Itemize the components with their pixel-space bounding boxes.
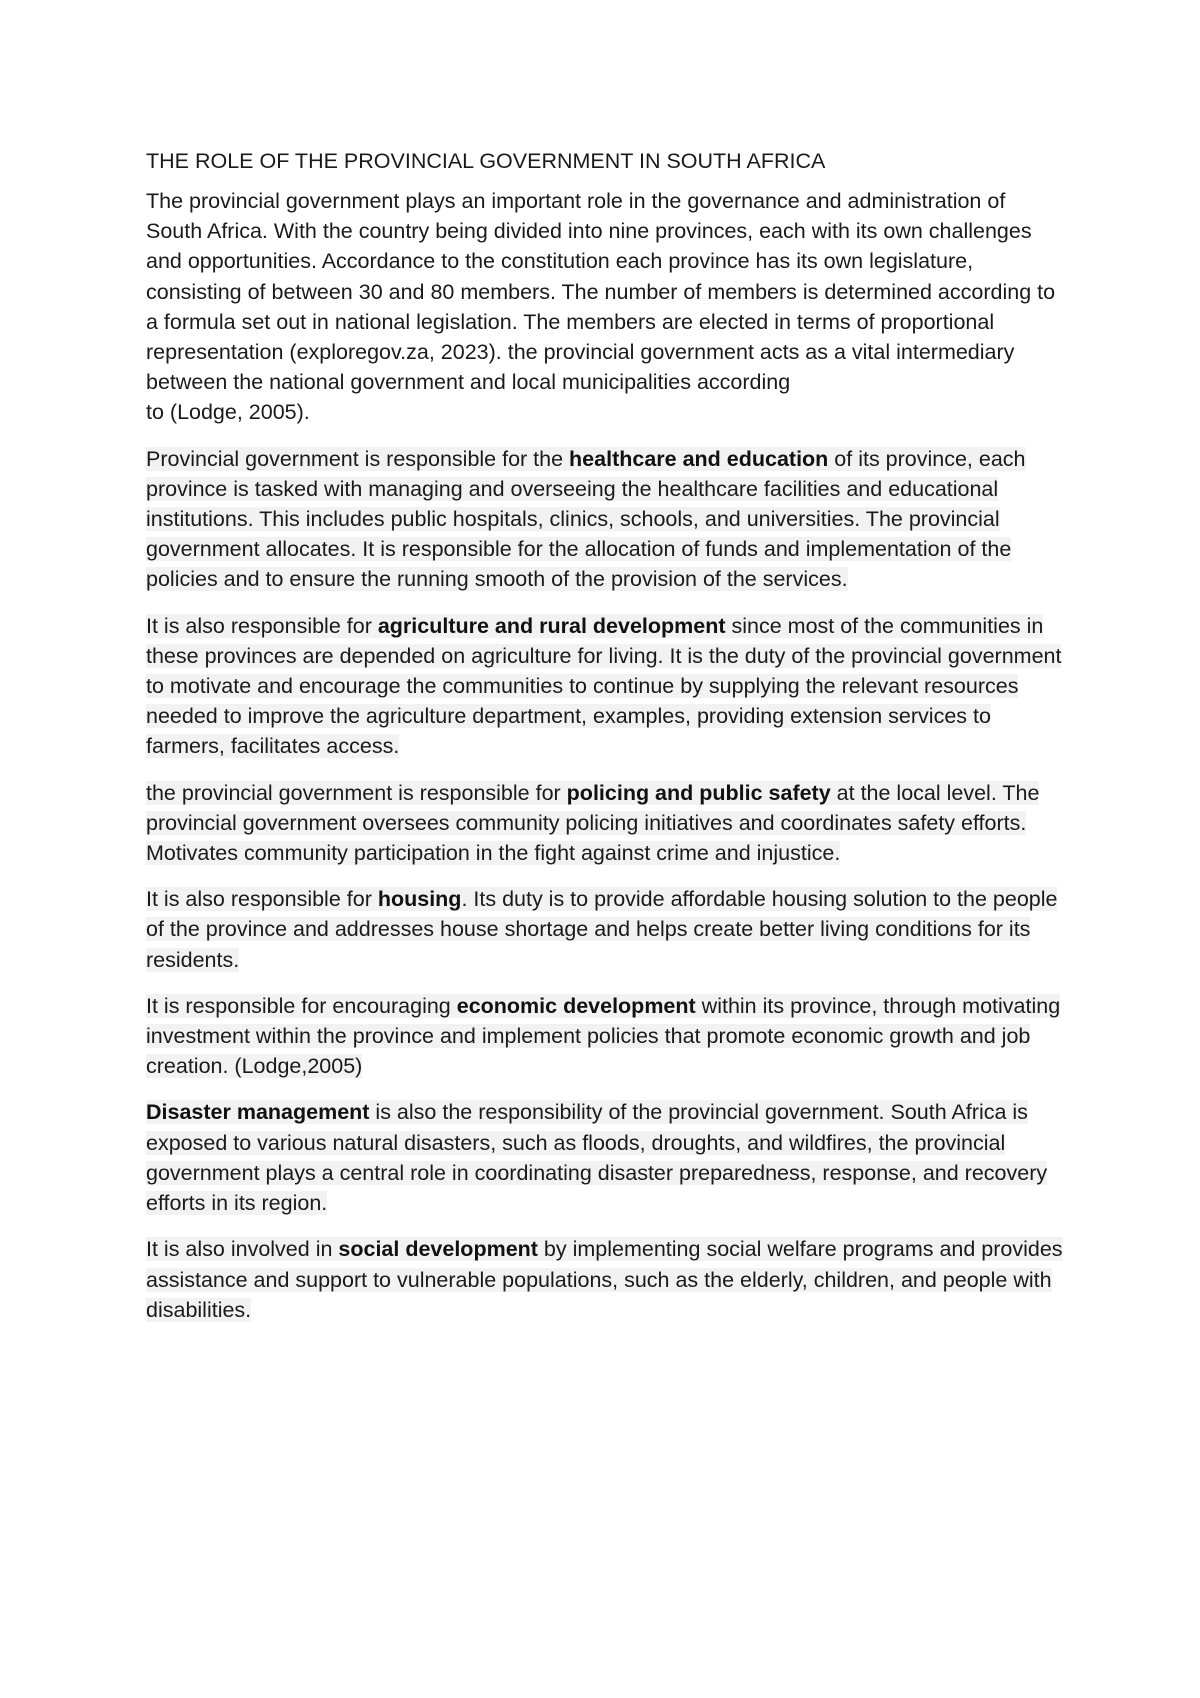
paragraph-policing-highlight: [146, 781, 1039, 865]
paragraph-healthcare-education: [146, 444, 1066, 595]
paragraph-policing: [146, 778, 1066, 869]
paragraph-social-highlight: [146, 1237, 1063, 1321]
paragraph-economic-lead: It is responsible for encouraging: [146, 993, 457, 1018]
paragraph-healthcare-education-highlight: [146, 447, 1026, 592]
paragraph-policing-lead: the provincial government is responsible for: [146, 780, 567, 805]
paragraph-housing-highlight: [146, 887, 1057, 971]
paragraph-economic-highlight: [146, 994, 1060, 1078]
paragraph-economic: [146, 991, 1066, 1082]
paragraph-agriculture-lead: It is also responsible for: [146, 613, 378, 638]
paragraph-intro: [146, 186, 1066, 428]
paragraph-healthcare-education-body: of its province, each province is tasked with managing and overseeing the healthcare facilities and educational institutions. This includes public hospitals, clinics, schools, and universities. The provincial government allocates. It is responsible for the allocation of funds and implementation of the policies and to ensure the running smooth of the provision of the services.: [146, 446, 1026, 592]
paragraph-economic-body: within its province, through motivating investment within the province and implement policies that promote economic growth and job creation. (Lodge,2005): [146, 993, 1061, 1079]
paragraph-policing-body: at the local level. The provincial government oversees community policing initiatives and coordinates safety efforts. Motivates community participation in the fight against crime and injustice.: [146, 780, 1040, 866]
paragraph-social: [146, 1234, 1066, 1325]
paragraph-intro-text: The provincial government plays an important role in the governance and administration of South Africa. With the country being divided into nine provinces, each with its own challenges and opportunities. Accordance to the constitution each province has its own legislature, consisting of between 30 and 80 members. The number of members is determined according to a formula set out in national legislation. The members are elected in terms of proportional representation (exploregov.za, 2023). the provincial government acts as a vital intermediary between the national government and local municipalities according: [146, 189, 1056, 395]
paragraph-housing: [146, 884, 1066, 975]
keyword-disaster: Disaster management: [146, 1100, 370, 1125]
document-title: THE ROLE OF THE PROVINCIAL GOVERNMENT IN SOUTH AFRICA: [146, 149, 826, 173]
paragraph-agriculture: [146, 611, 1066, 762]
paragraph-agriculture-highlight: [146, 614, 1061, 759]
keyword-social: social development: [338, 1237, 538, 1262]
paragraph-housing-body: . Its duty is to provide affordable housing solution to the people of the province and addresses house shortage and helps create better living conditions for its residents.: [146, 887, 1058, 972]
paragraph-disaster: [146, 1097, 1066, 1218]
paragraph-social-body: by implementing social welfare programs and provides assistance and support to vulnerable populations, such as the elderly, children, and people with disabilities.: [146, 1237, 1063, 1322]
paragraph-social-lead: It is also involved in: [146, 1237, 339, 1262]
keyword-economic: economic development: [456, 993, 696, 1018]
paragraph-healthcare-education-lead: Provincial government is responsible for the: [146, 446, 570, 471]
paragraph-disaster-highlight: [146, 1100, 1047, 1215]
keyword-policing: policing and public safety: [566, 780, 831, 805]
paragraph-agriculture-body: since most of the communities in these provinces are depended on agriculture for living. It is the duty of the provincial government to motivate and encourage the communities to continue by supplying the relevant resources needed to improve the agriculture department, examples, providing extension services to farmers, facilitates access.: [146, 613, 1062, 759]
keyword-housing: housing: [377, 887, 462, 912]
paragraph-intro-citation: to (Lodge, 2005).: [146, 400, 310, 425]
keyword-healthcare-education: healthcare and education: [569, 446, 829, 471]
paragraph-disaster-body: is also the responsibility of the provincial government. South Africa is exposed to various natural disasters, such as floods, droughts, and wildfires, the provincial government plays a central role in coordinating disaster preparedness, response, and recovery efforts in its region.: [146, 1100, 1048, 1216]
document-body: [146, 146, 1066, 1341]
paragraph-housing-lead: It is also responsible for: [146, 887, 378, 912]
keyword-agriculture: agriculture and rural development: [377, 613, 726, 638]
